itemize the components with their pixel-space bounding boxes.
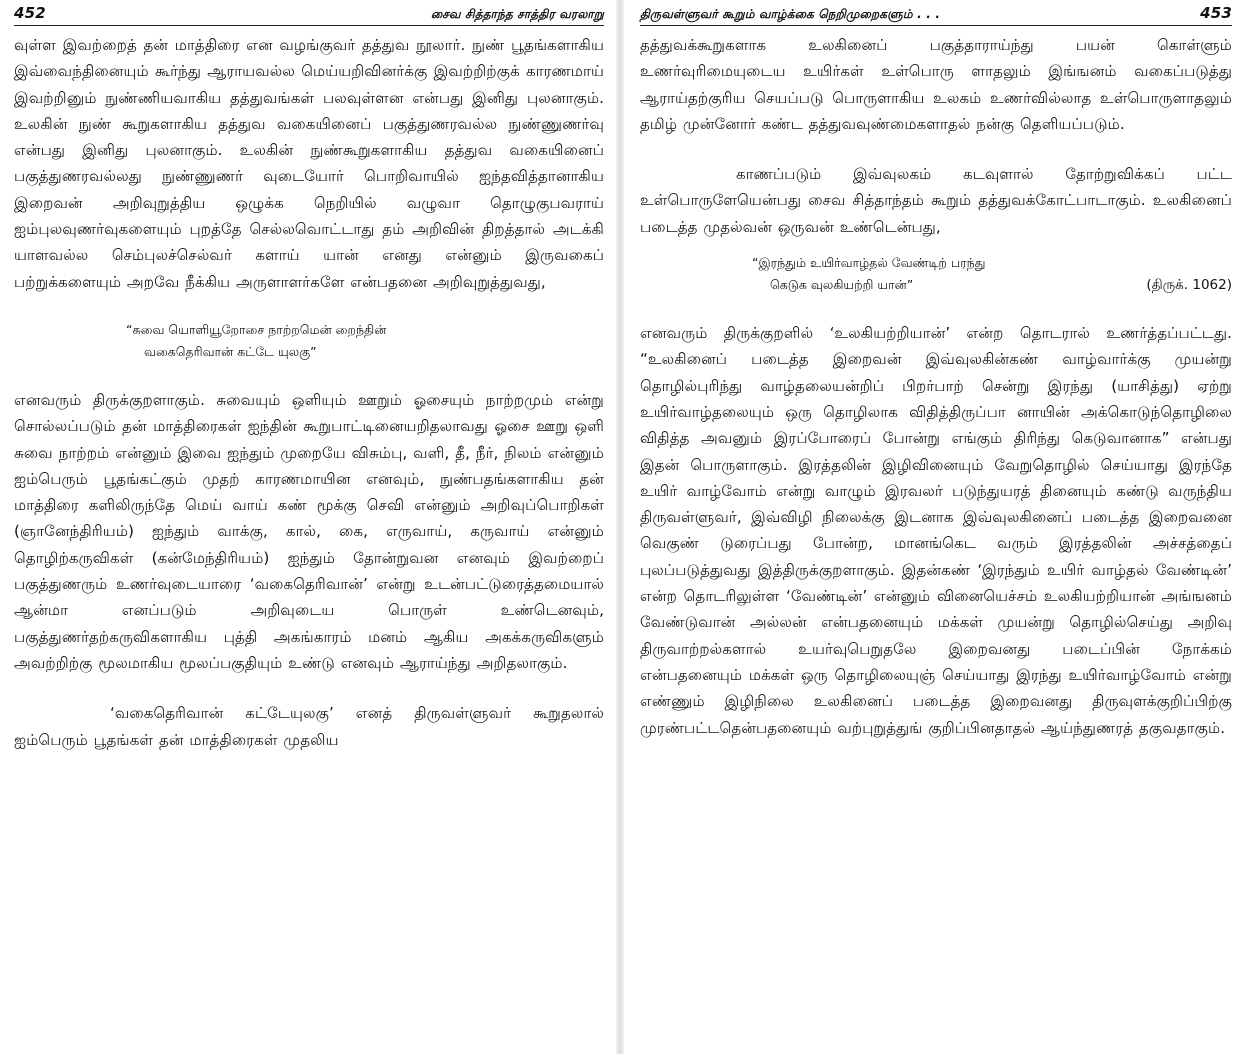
right-paragraph-1: தத்துவக்கூறுகளாக உலகினைப் பகுத்தாராய்ந்து பயன் கொள்ளும் உணர்வுரிமையுடைய உயிர்கள் உள்பொரு ளாதலும் இங்ஙனம் வகைப்படுத்து ஆராய்தற்குரிய செயப்படு பொருளாகிய உலகம் உணர்வில்லாத உள்பொருளாதலும் தமிழ் முன்னோர் கண்ட தத்துவவுண்மைகளாதல் நன்கு தெளியப்படும். bbox=[640, 36, 1232, 133]
left-paragraph-2: எனவரும் திருக்குறளாகும். சுவையும் ஒளியும் ஊறும் ஓசையும் நாற்றமும் என்று சொல்லப்படும் தன் மாத்திரைகள் ஐந்தின் கூறுபாட்டினையறிதலாவது ஓசை ஊறு ஒளி சுவை நாற்றம் என்னும் இவை ஐந்தும் முறையே விசும்பு, வளி, தீ, நீர், நிலம் என்னும் ஐம்பெரும் பூதங்கட்கும் முதற் காரணமாயின எனவும், நுண்பதங்களாகிய தன் மாத்திரை களிலிருந்தே மெய் வாய் கண் மூக்கு செவி என்னும் அறிவுப்பொறிகள் (ஞானேந்திரியம்) ஐந்தும் வாக்கு, கால், கை, எருவாய், கருவாய் என்னும் தொழிற்கருவிகள் (கன்மேந்திரியம்) ஐந்தும் தோன்றுவன எனவும் இவற்றைப் பகுத்துணரும் உணர்வுடையாரை ‘வகைதெரிவான்’ என்று உடன்பட்டுரைத்தமையால் ஆன்மா எனப்படும் அறிவுடைய பொருள் உண்டெனவும், பகுத்துணர்தற்கருவிகளாகிய புத்தி அகங்காரம் மனம் ஆகிய அகக்கருவிகளும் அவற்றிற்கு மூலமாகிய மூலப்பகுதியும் உண்டு எனவும் ஆராய்ந்து அறிதலாகும். bbox=[14, 390, 604, 672]
left-running-title: சைவ சித்தாந்த சாத்திர வரலாறு bbox=[430, 7, 604, 21]
left-verse-quote bbox=[14, 319, 604, 363]
right-verse-line-2: கெடுக வுலகியற்றி யான்” bbox=[770, 277, 914, 293]
left-paragraph-1: வுள்ள இவற்றைத் தன் மாத்திரை என வழங்குவர் தத்துவ நூலார். நுண் பூதங்களாகிய இவ்வைந்தினையும் கூர்ந்து ஆராயவல்ல மெய்யறிவினர்க்கு இவற்றிற்குக் காரணமாய் இவற்றினும் நுண்ணியவாகிய தத்துவங்கள் பலவுள்ளன என்பது இனிது புலனாகும். உலகின் நுண் கூறுகளாகிய தத்துவ வகையினைப் பகுத்துணரவல்ல நுண்ணுணர்வு என்பது இனிது புலனாகும். உலகின் நுண்கூறுகளாகிய தத்துவ வகையினைப் பகுத்துணரவல்லது நுண்ணுணர் வுடையோர் பொறிவாயில் ஐந்தவித்தானாகிய இறைவன் அறிவுறுத்திய ஒழுக்க நெறியில் வழுவா தொழுகுபவராய் ஐம்புலவுணர்வுகளையும் புறத்தே செல்லவொட்டாது தம் அறிவின் திறத்தால் அடக்கி யாளவல்ல செம்புலச்செல்வர் களாய் யான் எனது என்னும் இருவகைப் பற்றுக்களையும் அறவே நீக்கிய அருளாளர்களே என்பதனை அறிவுறுத்துவது, bbox=[14, 36, 604, 291]
left-page bbox=[0, 0, 612, 1054]
right-page bbox=[628, 0, 1246, 1054]
spacer bbox=[14, 363, 604, 387]
right-page-header bbox=[640, 4, 1232, 26]
left-page-header bbox=[14, 4, 604, 26]
right-verse-line-1: “இரந்தும் உயிர்வாழ்தல் வேண்டிற் பரந்து bbox=[752, 255, 986, 271]
spacer bbox=[14, 676, 604, 700]
right-running-title: திருவள்ளுவர் கூறும் வாழ்க்கை நெறிமுறைகளும் . . . bbox=[640, 7, 941, 21]
left-verse-line-2: வகைதெரிவான் கட்டே யுலகு” bbox=[144, 343, 317, 359]
left-paragraph-3: ‘வகைதெரிவான் கட்டேயுலகு’ எனத் திருவள்ளுவர் கூறுதலால் ஐம்பெரும் பூதங்கள் தன் மாத்திரைகள் முதலிய bbox=[14, 704, 604, 749]
kural-citation: (திருக். 1062) bbox=[1146, 277, 1232, 294]
book-gutter bbox=[616, 0, 624, 1054]
left-verse-line-1: “சுவை யொளியூறோசை நாற்றமென் றைந்தின் bbox=[126, 321, 387, 337]
left-page-number: 452 bbox=[14, 4, 46, 22]
right-verse-quote bbox=[640, 252, 1232, 296]
right-paragraph-2: காணப்படும் இவ்வுலகம் கடவுளால் தோற்றுவிக்கப் பட்ட உள்பொருளேயென்பது சைவ சித்தாந்தம் கூறும் தத்துவக்கோட்பாடாகும். உலகினைப் படைத்த முதல்வன் ஒருவன் உண்டென்பது, bbox=[640, 165, 1232, 236]
right-page-number: 453 bbox=[1200, 4, 1232, 22]
spacer bbox=[640, 240, 1232, 252]
right-paragraph-3: எனவரும் திருக்குறளில் ‘உலகியற்றியான்’ என்ற தொடரால் உணர்த்தப்பட்டது. “உலகினைப் படைத்த இறைவன் இவ்வுலகின்கண் வாழ்வார்க்கு முயன்று தொழில்புரிந்து வாழ்தலையன்றிப் பிறர்பாற் சென்று இரந்து (யாசித்து) ஏற்று உயிர்வாழ்தலையும் ஒரு தொழிலாக விதித்திருப்பா னாயின் அக்கொடுந்தொழிலை விதித்த அவனும் இரப்போரைப் போன்று எங்கும் திரிந்து கெடுவானாக” என்பது இதன் பொருளாகும். இரத்தலின் இழிவினையும் வேறுதொழில் செய்யாது இரந்தே உயிர் வாழ்வோம் என்று வாழும் இரவலர் படுந்துயரத் தினையும் கண்டு வருந்திய திருவள்ளுவர், இவ்விழி நிலைக்கு இடனாக இவ்வுலகினைப் படைத்த இறைவனை வெகுண் டுரைப்பது போன்ற, மானங்கெட வரும் இரத்தலின் அச்சத்தைப் புலப்படுத்துவது இத்திருக்குறளாகும். இதன்கண் ‘இரந்தும் உயிர் வாழ்தல் வேண்டின்’ என்ற தொடரிலுள்ள ‘வேண்டின்’ என்னும் வினையெச்சம் உலகியற்றியான் அங்ஙனம் வேண்டுவான் அல்லன் என்பதனையும் மக்கள் முயன்று தொழில்செய்து அறிவு திருவாற்றல்களால் உயர்வுபெறுதலே இறைவனது படைப்பின் நோக்கம் என்பதனையும் மக்கள் ஒரு தொழிலையுஞ் செய்யாது இரந்து உயிர்வாழ்வோம் என்று எண்ணும் இழிநிலை உலகினைப் படைத்த இறைவனது திருவுளக்குறிப்பிற்கு முரண்பட்டதென்பதனையும் வற்புறுத்துங் குறிப்பினதாதல் ஆய்ந்துணரத் தகுவதாகும். bbox=[640, 324, 1232, 737]
spacer bbox=[640, 296, 1232, 320]
spacer bbox=[640, 137, 1232, 161]
spacer bbox=[14, 295, 604, 319]
